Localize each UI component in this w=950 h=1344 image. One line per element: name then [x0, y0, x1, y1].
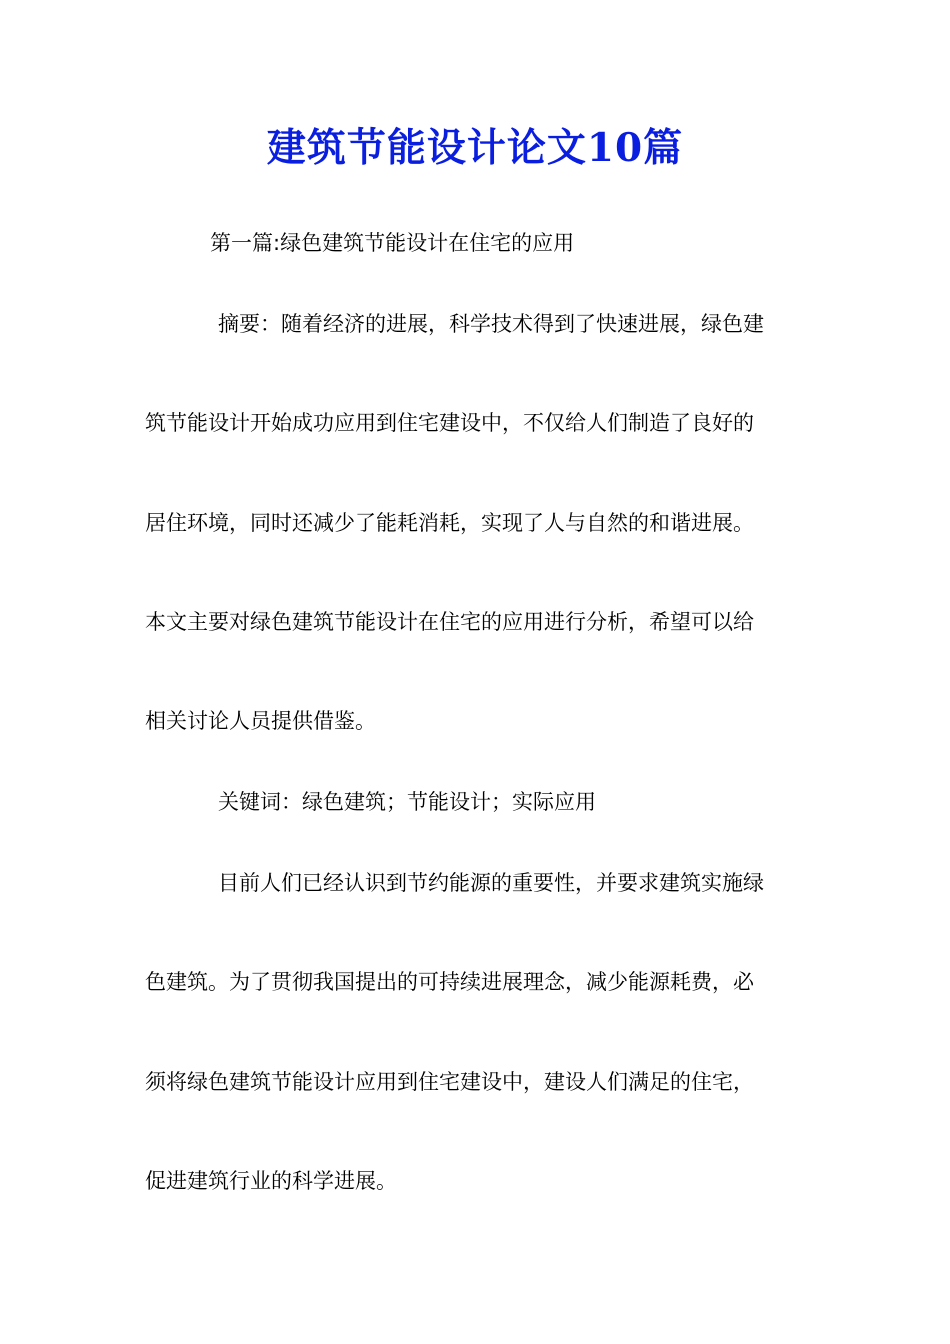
- keywords-line: 关键词：绿色建筑；节能设计；实际应用: [218, 790, 596, 814]
- abstract-line-1: 摘要：随着经济的进展，科学技术得到了快速进展，绿色建: [218, 312, 764, 336]
- abstract-line-4: 本文主要对绿色建筑节能设计在住宅的应用进行分析，希望可以给: [145, 610, 754, 634]
- body-line-1: 目前人们已经认识到节约能源的重要性，并要求建筑实施绿: [218, 871, 764, 895]
- body-line-2: 色建筑。为了贯彻我国提出的可持续进展理念，减少能源耗费，必: [145, 970, 754, 994]
- body-line-4: 促进建筑行业的科学进展。: [145, 1169, 397, 1193]
- abstract-line-2: 筑节能设计开始成功应用到住宅建设中，不仅给人们制造了良好的: [145, 411, 754, 435]
- document-title: 建筑节能设计论文10篇: [266, 125, 684, 171]
- section-heading: 第一篇:绿色建筑节能设计在住宅的应用: [210, 231, 575, 255]
- abstract-line-5: 相关讨论人员提供借鉴。: [145, 709, 376, 733]
- body-line-3: 须将绿色建筑节能设计应用到住宅建设中，建设人们满足的住宅，: [145, 1070, 754, 1094]
- abstract-line-3: 居住环境，同时还减少了能耗消耗，实现了人与自然的和谐进展。: [145, 511, 754, 535]
